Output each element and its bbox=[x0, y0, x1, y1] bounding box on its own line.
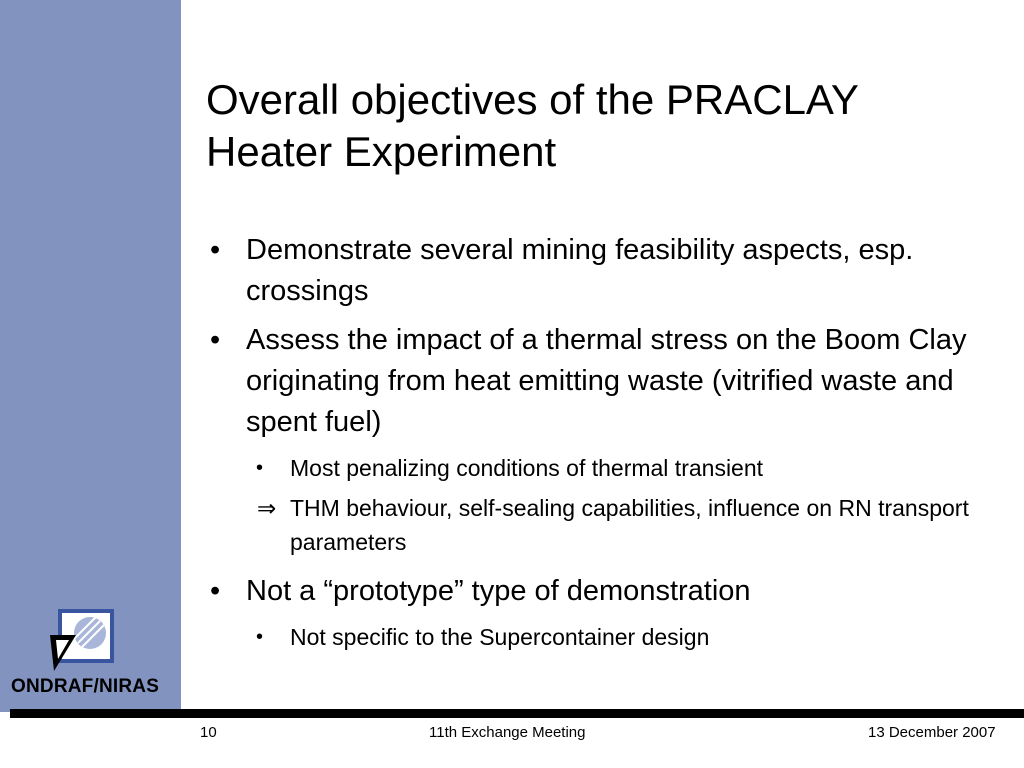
implies-arrow-icon: ⇒ bbox=[257, 495, 277, 521]
bullet-icon: • bbox=[210, 324, 221, 356]
footer-event: 11th Exchange Meeting bbox=[429, 724, 586, 741]
sub-bullet-item bbox=[206, 451, 1006, 485]
sub-bullet-text: Not specific to the Supercontainer design bbox=[290, 624, 710, 650]
bullet-text: Demonstrate several mining feasibility aspects, esp. crossings bbox=[246, 234, 914, 307]
logo-text: ONDRAF/NIRAS bbox=[11, 676, 160, 697]
bullet-item bbox=[206, 230, 1006, 312]
bullet-text: Not a “prototype” type of demonstration bbox=[246, 575, 751, 607]
ondraf-niras-logo-icon bbox=[40, 607, 120, 677]
sub-bullet-item bbox=[206, 620, 1006, 654]
bullet-icon: • bbox=[210, 234, 221, 266]
bullet-icon: • bbox=[256, 457, 264, 479]
slide-content bbox=[206, 230, 1006, 660]
bullet-icon: • bbox=[210, 575, 221, 607]
bullet-icon: • bbox=[256, 626, 264, 648]
footer-date: 13 December 2007 bbox=[868, 724, 996, 741]
bullet-item bbox=[206, 571, 1006, 612]
slide-title bbox=[206, 74, 996, 178]
bullet-text: Assess the impact of a thermal stress on the Boom Clay originating from heat emitting waste (vitrified waste and spent fuel) bbox=[246, 324, 967, 438]
footer-divider bbox=[10, 709, 1024, 718]
implication-text: THM behaviour, self-sealing capabilities, influence on RN transport parameters bbox=[290, 495, 969, 555]
title-line: Heater Experiment bbox=[206, 128, 557, 175]
title-line: Overall objectives of the PRACLAY bbox=[206, 76, 859, 123]
bullet-item bbox=[206, 320, 1006, 443]
page-number: 10 bbox=[200, 724, 217, 741]
sub-bullet-text: Most penalizing conditions of thermal transient bbox=[290, 455, 764, 481]
left-sidebar bbox=[0, 0, 181, 712]
implication-item bbox=[206, 491, 1006, 559]
